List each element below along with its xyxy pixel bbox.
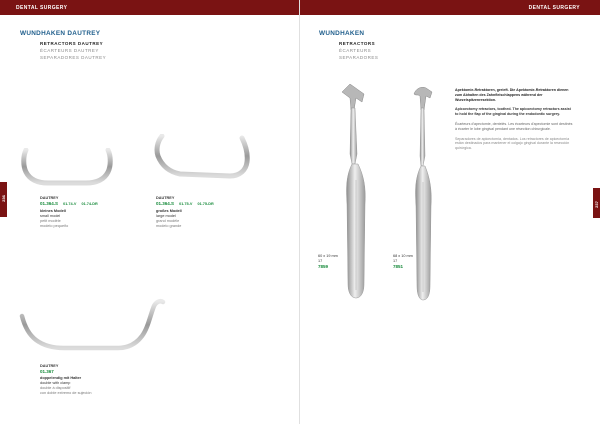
right-header-text: DENTAL SURGERY bbox=[528, 5, 580, 11]
description-en: Apicoectomy retractors, toothed. The apicoectomy retractors assist to hold the flap of the gingival during the endodontic surgery. bbox=[455, 107, 571, 117]
product-large-model: DAUTREY bbox=[156, 196, 175, 200]
product-small-desc-es: modelo pequeño bbox=[40, 224, 69, 228]
retractor-small-image bbox=[18, 148, 114, 188]
left-header-text: DENTAL SURGERY bbox=[16, 5, 68, 11]
product-small-alt1: 01.74-V bbox=[63, 202, 77, 206]
product-double-desc-de: doppelendig mit Halter bbox=[40, 376, 82, 380]
product-large-alt2: 01.75-DR bbox=[197, 202, 214, 206]
product-double-desc-en: double with clamp bbox=[40, 381, 71, 385]
description-es: Separadores de apicectomía, dentados. Los retractores de apicectomía están destinados para mantener el colgajo gingival durante la resección quirúrgica. bbox=[455, 136, 570, 151]
description-fr: Écarteurs d'apectomie, dentelés. Les écarteurs d'apectomie sont destinés à écarter le lobe gingival pendant une résection chirurgicale. bbox=[455, 121, 573, 131]
product-large-desc-fr: grand modèle bbox=[156, 219, 180, 223]
right-page-number-tab bbox=[593, 188, 600, 218]
retractor-double-image bbox=[16, 296, 166, 358]
product-large bbox=[156, 196, 218, 229]
apicoectomy-description bbox=[455, 88, 573, 156]
product-large-desc-de: großes Modell bbox=[156, 209, 182, 213]
product-large-desc-es: modelo grande bbox=[156, 224, 182, 228]
product-small-desc-fr: petit modèle bbox=[40, 219, 61, 223]
product-small-code: 01.364.S bbox=[40, 201, 59, 206]
left-page-number-tab bbox=[0, 182, 7, 217]
product-double-desc-es: con doble extremo de sujeción bbox=[40, 391, 92, 395]
product-small-desc-de: kleines Modell bbox=[40, 209, 66, 213]
right-page bbox=[300, 0, 600, 424]
left-header-bar bbox=[0, 0, 300, 15]
apicoectomy-product-2 bbox=[393, 254, 413, 269]
subtitle-es: SEPARADORES DAUTREY bbox=[40, 55, 107, 60]
right-page-title: WUNDHAKEN bbox=[319, 30, 365, 37]
description-de: Apektomie-Retraktoren, gerieft. Die Apektomie-Retraktoren dienen zum Abhalten des Zahnfleischlappens während der Wurzelspitzenresektion. bbox=[455, 88, 569, 102]
apicoectomy-product-1 bbox=[318, 254, 338, 269]
product-double-model: DAUTREY bbox=[40, 364, 59, 368]
apicoectomy-product-1-code: 7859 bbox=[318, 264, 329, 269]
apicoectomy-retractor-2-image bbox=[408, 86, 444, 302]
apicoectomy-product-1-dims: 60 x 19 mm bbox=[318, 254, 338, 258]
apicoectomy-product-2-dims: 68 x 10 mm bbox=[393, 254, 413, 258]
subtitle-fr: ÉCARTEURS bbox=[339, 48, 372, 53]
subtitle-es: SEPARADORES bbox=[339, 55, 379, 60]
left-page-subtitle bbox=[40, 40, 106, 61]
product-double bbox=[40, 364, 92, 396]
right-page-number: 237 bbox=[594, 201, 599, 208]
right-header-bar bbox=[300, 0, 600, 15]
subtitle-de: RETRACTORS DAUTREY bbox=[40, 41, 104, 46]
apicoectomy-product-2-size: 17 bbox=[393, 259, 398, 263]
apicoectomy-retractor-1-image bbox=[340, 84, 380, 302]
product-large-desc-en: large model bbox=[156, 214, 176, 218]
subtitle-de: RETRACTORS bbox=[339, 41, 376, 46]
retractor-large-image bbox=[150, 134, 254, 190]
right-page-subtitle bbox=[339, 40, 378, 61]
product-double-desc-fr: double à dispositif bbox=[40, 386, 71, 390]
product-small bbox=[40, 196, 102, 229]
apicoectomy-product-2-code: 7851 bbox=[393, 264, 404, 269]
product-small-desc-en: small model bbox=[40, 214, 61, 218]
subtitle-fr: ÉCARTEURS DAUTREY bbox=[40, 48, 99, 53]
left-page-number: 236 bbox=[1, 195, 6, 202]
product-small-model: DAUTREY bbox=[40, 196, 59, 200]
left-page-title: WUNDHAKEN DAUTREY bbox=[20, 30, 101, 37]
product-large-alt1: 01.75-V bbox=[179, 202, 193, 206]
product-large-code: 01.364.S bbox=[156, 201, 175, 206]
product-double-code: 01.367 bbox=[40, 369, 54, 374]
apicoectomy-product-1-size: 17 bbox=[318, 259, 323, 263]
product-small-alt2: 01.74-DR bbox=[81, 202, 98, 206]
